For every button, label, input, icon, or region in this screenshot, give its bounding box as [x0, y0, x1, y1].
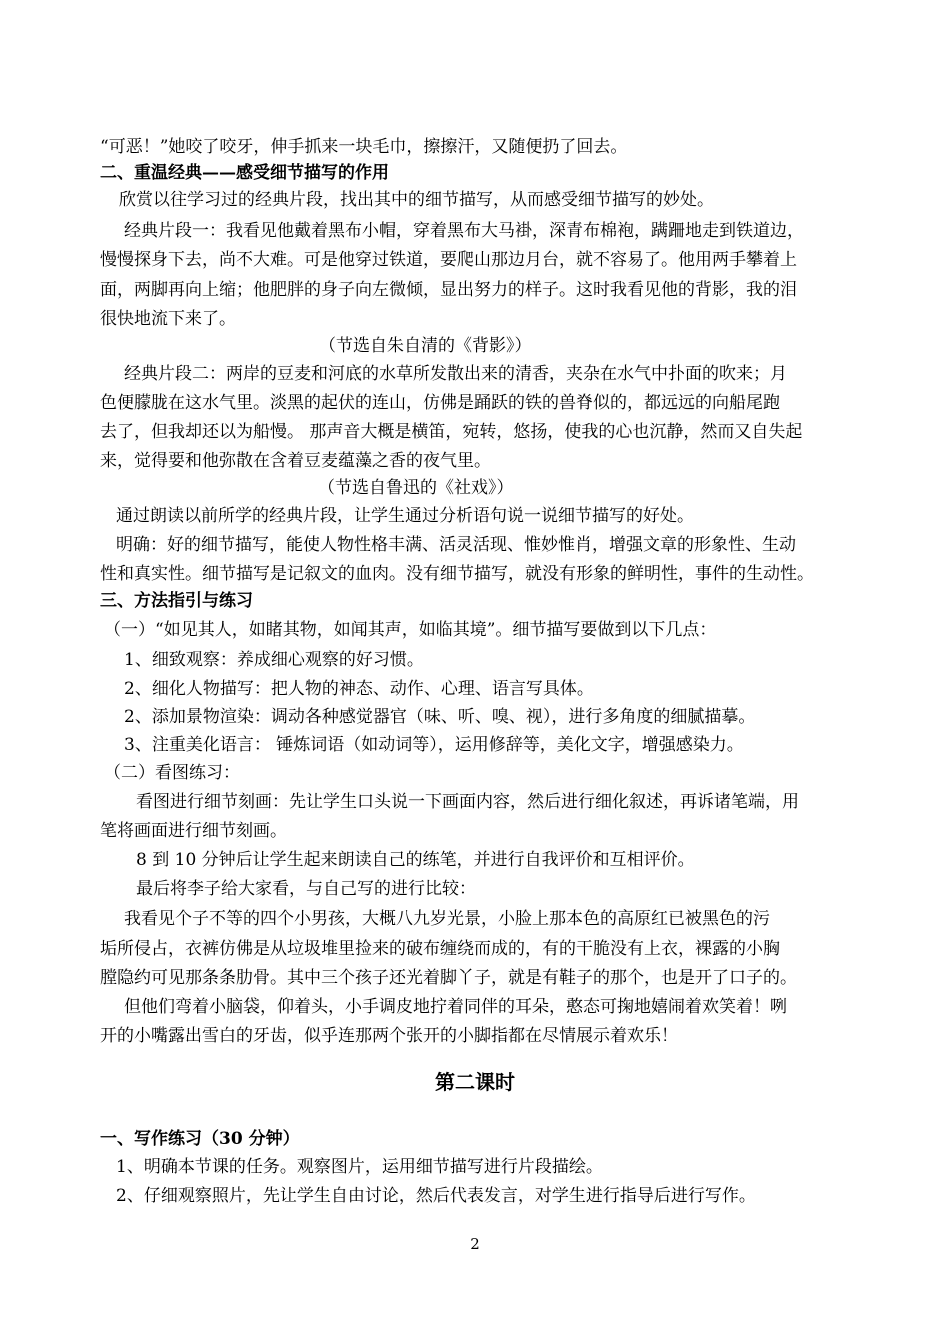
list-item: 1、细致观察：养成细心观察的好习惯。 — [124, 650, 424, 670]
section-heading: 一、写作练习（30 分钟） — [100, 1129, 300, 1149]
paragraph-line: 垢所侵占，衣裤仿佛是从垃圾堆里捡来的破布缠绕而成的，有的干脆没有上衣，裸露的小胸 — [100, 939, 780, 959]
paragraph-line: 经典片段一：我看见他戴着黑布小帽，穿着黑布大马褂，深青布棉袍，蹒跚地走到铁道边， — [124, 221, 804, 241]
paragraph-line: 性和真实性。细节描写是记叙文的血肉。没有细节描写，就没有形象的鲜明性，事件的生动性。 — [100, 564, 814, 584]
list-item: 1、明确本节课的任务。观察图片，运用细节描写进行片段描绘。 — [116, 1157, 603, 1177]
paragraph-line: 看图进行细节刻画：先让学生口头说一下画面内容，然后进行细化叙述，再诉诸笔端，用 — [136, 792, 799, 812]
paragraph-line: 明确：好的细节描写，能使人物性格丰满、活灵活现、惟妙惟肖，增强文章的形象性、生动 — [116, 535, 796, 555]
page-number: 2 — [470, 1235, 480, 1253]
citation-line: （节选自鲁迅的《社戏》） — [318, 478, 514, 498]
list-item: 2、添加景物渲染：调动各种感觉器官（味、听、嗅、视），进行多角度的细腻描摹。 — [124, 707, 756, 727]
section-heading: 二、重温经典——感受细节描写的作用 — [100, 163, 389, 183]
paragraph-line: 最后将李子给大家看，与自己写的进行比较： — [136, 879, 476, 899]
section-title: 第二课时 — [435, 1070, 515, 1094]
paragraph-line: 很快地流下来了。 — [100, 309, 236, 329]
paragraph-line: （一）“如见其人，如睹其物，如闻其声，如临其境”。细节描写要做到以下几点： — [104, 620, 717, 640]
paragraph-line: 经典片段二：两岸的豆麦和河底的水草所发散出来的清香，夹杂在水气中扑面的吹来；月 — [124, 364, 787, 384]
paragraph-line: 慢慢探身下去，尚不大难。可是他穿过铁道，要爬山那边月台，就不容易了。他用两手攀着上 — [100, 250, 797, 270]
paragraph-line: 笔将画面进行细节刻画。 — [100, 821, 287, 841]
paragraph-line: 来，觉得要和他弥散在含着豆麦蕴藻之香的夜气里。 — [100, 451, 491, 471]
paragraph-line: “可恶！”她咬了咬牙，伸手抓来一块毛巾，擦擦汗，又随便扔了回去。 — [100, 137, 628, 157]
paragraph-line: 面，两脚再向上缩；他肥胖的身子向左微倾，显出努力的样子。这时我看见他的背影，我的泪 — [100, 280, 797, 300]
paragraph-line: 通过朗读以前所学的经典片段，让学生通过分析语句说一说细节描写的好处。 — [116, 506, 694, 526]
paragraph-line: 但他们弯着小脑袋，仰着头，小手调皮地拧着同伴的耳朵，憨态可掬地嬉闹着欢笑着！咧 — [124, 997, 787, 1017]
citation-line: （节选自朱自清的《背影》） — [319, 336, 532, 356]
list-item: 2、仔细观察照片，先让学生自由讨论，然后代表发言，对学生进行指导后进行写作。 — [116, 1186, 756, 1206]
paragraph-line: 8 到 10 分钟后让学生起来朗读自己的练笔，并进行自我评价和互相评价。 — [136, 850, 695, 870]
section-heading: 三、方法指引与练习 — [100, 591, 253, 611]
paragraph-line: 开的小嘴露出雪白的牙齿，似乎连那两个张开的小脚指都在尽情展示着欢乐！ — [100, 1026, 678, 1046]
list-item: 2、细化人物描写：把人物的神态、动作、心理、语言写具体。 — [124, 679, 594, 699]
paragraph-line: 膛隐约可见那条条肋骨。其中三个孩子还光着脚丫子，就是有鞋子的那个，也是开了口子的。 — [100, 968, 797, 988]
paragraph-line: 去了，但我却还以为船慢。 那声音大概是横笛，宛转，悠扬，使我的心也沉静，然而又自失起 — [100, 422, 803, 442]
paragraph-line: 色便朦胧在这水气里。淡黑的起伏的连山，仿佛是踊跃的铁的兽脊似的，都远远的向船尾跑 — [100, 393, 780, 413]
subsection-heading: （二）看图练习： — [104, 763, 240, 783]
paragraph-line: 我看见个子不等的四个小男孩，大概八九岁光景，小脸上那本色的高原红已被黑色的污 — [124, 909, 770, 929]
list-item: 3、注重美化语言： 锤炼词语（如动词等），运用修辞等，美化文字，增强感染力。 — [124, 735, 744, 755]
paragraph-line: 欣赏以往学习过的经典片段，找出其中的细节描写，从而感受细节描写的妙处。 — [119, 190, 714, 210]
